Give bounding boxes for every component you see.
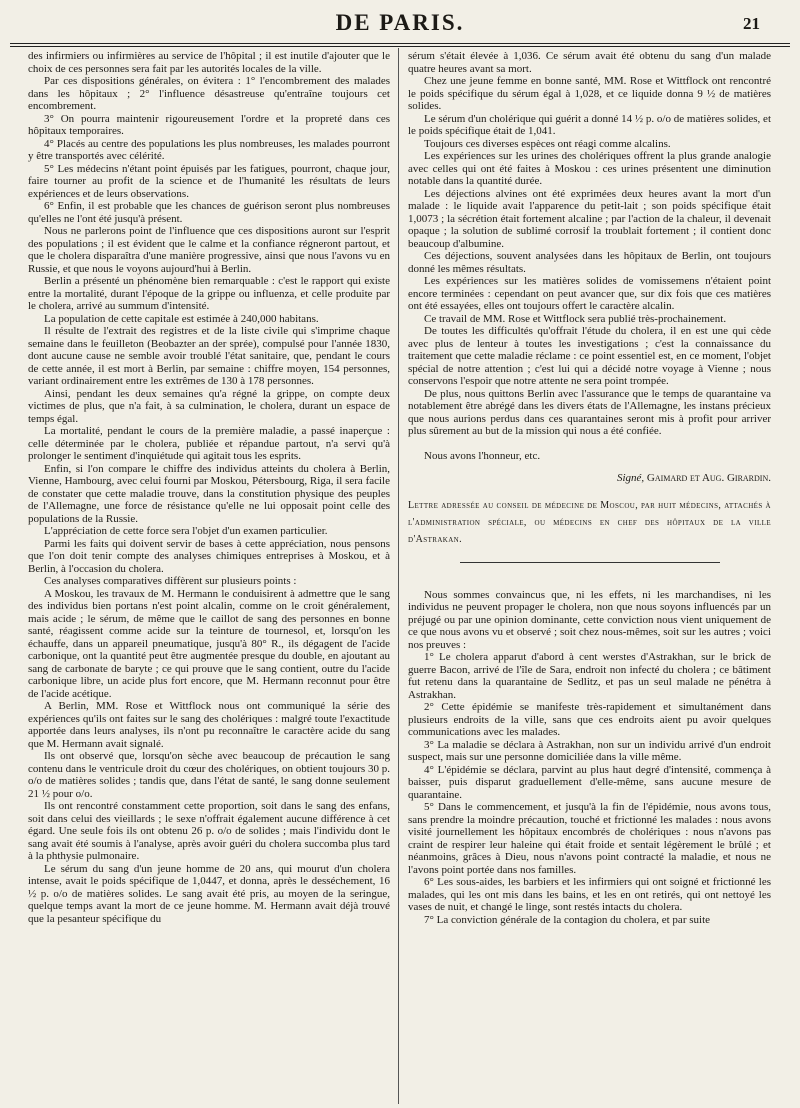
paragraph: 5° Les médecins n'étant point épuisés par les fatigues, pourront, chaque jour, faire tourner au profit de la science et de l'humanité les résultats de leurs expériences et de leurs observations.	[28, 162, 390, 200]
paragraph: Parmi les faits qui doivent servir de bases à cette appréciation, nous pensons que l'on doit tenir compte des analyses chimiques entreprises à Moskou, et à Berlin, à l'occasion du cholera.	[28, 537, 390, 575]
header-rule	[10, 43, 790, 47]
paragraph: Ces analyses comparatives diffèrent sur plusieurs points :	[44, 575, 297, 587]
paragraph: 3° La maladie se déclara à Astrakhan, non sur un individu arrivé d'un endroit suspect, mais sur une personne domiciliée dans la ville même.	[408, 738, 771, 763]
section-rule	[460, 562, 720, 563]
paragraph: Ainsi, pendant les deux semaines qu'a régné la grippe, on compte deux victimes de plus, que n'a fait, à sa culmination, le cholera, durant un espace de temps égal.	[28, 387, 390, 425]
paragraph: Toujours ces diverses espèces ont réagi comme alcalins.	[424, 137, 671, 150]
paragraph: Enfin, si l'on compare le chiffre des individus atteints du cholera à Berlin, Vienne, Hambourg, avec celui fourni par Moskou, Pétersbourg, Riga, il sera facile de constater que cette maladie trouve, dans la constitution physique des peuples de l'Allemagne, une force de résistance qu'elle ne lui opposait point celle des populations de la Russie.	[28, 462, 390, 525]
paragraph: sérum s'était élevée à 1,036. Ce sérum avait été obtenu du sang d'un malade quatre heures avant sa mort.	[408, 50, 771, 75]
paragraph: Le sérum d'un cholérique qui guérit a donné 14 ½ p. o/o de matières solides, et le poids spécifique était de 1,041.	[408, 112, 771, 137]
signatory-names: Gaimard et Aug. Girardin.	[646, 472, 771, 484]
paragraph: L'appréciation de cette force sera l'objet d'un examen particulier.	[44, 525, 328, 537]
running-title: DE PARIS.	[335, 10, 465, 35]
paragraph: 3° On pourra maintenir rigoureusement l'ordre et la propreté dans ces hôpitaux temporaires.	[28, 112, 390, 137]
paragraph: Chez une jeune femme en bonne santé, MM. Rose et Wittflock ont rencontré le poids spécifique du sérum égal à 1,028, et ce liquide donna 9 ½ de matières solides.	[408, 75, 771, 112]
paragraph: Nous ne parlerons point de l'influence que ces dispositions auront sur l'esprit des populations ; il est évident que le calme et la confiance régneront partout, et que le cholera disparaîtra d'une manière progressive, ainsi que nous l'avons vu en Russie, et que nous le voyons aujourd'hui à Berlin.	[28, 225, 390, 275]
closing-formula: Nous avons l'honneur, etc.	[424, 449, 541, 462]
page-number: 21	[743, 14, 760, 33]
paragraph: Ce travail de MM. Rose et Wittflock sera publié très-prochainement.	[424, 312, 727, 325]
paragraph: 6° Enfin, il est probable que les chances de guérison seront plus nombreuses qu'elles ne l'ont été jusqu'à présent.	[28, 200, 390, 225]
paragraph: Les expériences sur les urines des cholériques offrent la plus grande analogie avec celles qui ont été faites à Moskou : ces urines présentent une diminution notable dans la quantité durée.	[408, 150, 771, 187]
paragraph: A Moskou, les travaux de M. Hermann le conduisirent à admettre que le sang des individus bien portans n'est point alcalin, comme on le croit généralement, mais acide ; le sérum, de même que le caillot de sang des personnes en bonne santé, réagissent comme acide sur la teinture de tournesol, et, lorsqu'on les échauffe, dans un appareil pneumatique, jusqu'à 80° R., ils dégagent de l'acide carbonique, ont la quantité peut être augmentée presque du double, en ajoutant au sang de carbonate de baryte ; ce qui prouve que le sang contient, outre du l'acide carbonique libre, un acide plus fort encore, que M. Hermann reconnut pour être de l'acide acétique.	[28, 587, 390, 700]
paragraph: Les expériences sur les matières solides de vomissemens n'étaient point encore terminées : cependant on peut avancer que, sur dix fois que ces matières ont été essayées, elles ont toujours offert le caractère alcalin.	[408, 275, 771, 312]
paragraph: 4° Placés au centre des populations les plus nombreuses, les malades pourront y être transportés avec célérité.	[28, 137, 390, 162]
signed-label: Signé,	[616, 472, 645, 484]
paragraph: 5° Dans le commencement, et jusqu'à la fin de l'épidémie, nous avons tous, sans prendre la moindre précaution, touché et frictionné les malades : nous avons visité journellement les hôpitaux encombrés de cholériques : nous n'avons pas craint de respirer leur haleine qui était froide et sentait légèrement le brûlé ; et néanmoins, grâces à Dieu, nous n'avons point contracté la maladie, et nous ne l'avons point portée dans nos familles.	[408, 801, 771, 876]
paragraph: La population de cette capitale est estimée à 240,000 habitans.	[44, 312, 319, 325]
column-divider	[398, 48, 399, 1104]
paragraph: De plus, nous quittons Berlin avec l'assurance que le temps de quarantaine va notablement être abrégé dans les divers états de l'Allemagne, les instans précieux que nous aurions perdus dans ces quarantaines seront mis à profit pour arriver plus sûrement au but de la mission qui nous a été confiée.	[408, 387, 771, 437]
page-header	[0, 0, 800, 44]
paragraph: Berlin a présenté un phénomène bien remarquable : c'est le rapport qui existe entre la mortalité, durant l'époque de la grippe ou influenza, et celle produite par le cholera, arrivé au summum d'intensité.	[28, 275, 390, 312]
paragraph: 2° Cette épidémie se manifeste très-rapidement et simultanément dans plusieurs endroits de la ville, sans que ces endroits aient pu avoir quelques communications avec les malades.	[408, 701, 771, 738]
signature	[408, 472, 771, 485]
paragraph: 7° La conviction générale de la contagion du cholera, et par suite	[424, 913, 711, 926]
letter-heading: Lettre adressée au conseil de médecine de Moscou, par huit médecins, attachés à l'administration spéciale, ou médecins en chef des hôpitaux de la ville d'Astrakan.	[408, 499, 771, 545]
paragraph: A Berlin, MM. Rose et Wittflock nous ont communiqué la série des expériences qu'ils ont faites sur le sang des cholériques : malgré toute l'exactitude apportée dans leurs analyses, ils n'ont pu reconnaître le caractère acide du sang que M. Hermann avait signalé.	[28, 700, 390, 750]
paragraph: 6° Les sous-aides, les barbiers et les infirmiers qui ont soigné et frictionné les malades, qui les ont mis dans les bains, et les en ont retirés, qui ont nettoyé les vases de nuit, et changé le linge, sont restés intacts du cholera.	[408, 876, 771, 913]
paragraph: Nous sommes convaincus que, ni les effets, ni les marchandises, ni les individus ne peuvent propager le cholera, non que nous soyons influencés par un préjugé ou par une opinion dominante, cette conviction nous vient uniquement de ce que nous avons vu et observé ; soit chez nous-mêmes, soit sur les autres ; voici nos preuves :	[408, 588, 771, 651]
paragraph: 1° Le cholera apparut d'abord à cent werstes d'Astrakhan, sur le brick de guerre Bacon, arrivé de l'île de Sara, endroit non infecté du cholera ; ce bâtiment fut retenu dans la quarantaine de Sedlitz, et pas un seul malade ne pénétra à Astrakhan.	[408, 651, 771, 701]
paragraph: Ils ont observé que, lorsqu'on sèche avec beaucoup de précaution le sang contenu dans le ventricule droit du cœur des cholériques, on obtient toujours 30 p. o/o de matières solides ; tandis que, dans l'état de santé, le sang donne seulement 21 ½ pour o/o.	[28, 750, 390, 800]
paragraph: Ils ont rencontré constamment cette proportion, soit dans le sang des enfans, soit dans celui des vieillards ; le sexe n'offrait également aucune différence à cet égard. Une seule fois ils ont obtenu 26 p. o/o de solides ; mais l'individu dont le sang avait été soumis à l'analyse, après avoir guéri du cholera succomba plus tard à la phthysie pulmonaire.	[28, 800, 390, 862]
paragraph: Les déjections alvines ont été exprimées deux heures avant la mort d'un malade : le liquide avait l'apparence du petit-lait ; son poids spécifique était 1,0073 ; la sécrétion était fortement alcaline ; par l'action de la chaleur, il devenait opaque ; la solution de sublimé corrosif la troublait fortement ; il contient donc beaucoup d'albumine.	[408, 187, 771, 250]
left-column	[28, 50, 390, 1102]
paragraph: des infirmiers ou infirmières au service de l'hôpital ; il est inutile d'ajouter que le choix de ces personnes sera fait par les autorités locales de la ville.	[28, 50, 390, 75]
paragraph: La mortalité, pendant le cours de la première maladie, a passé inaperçue : celle déterminée par le cholera, publiée et répandue partout, n'a servi qu'à prolonger le sentiment d'inquiétude qui agitait tous les esprits.	[28, 425, 390, 462]
paragraph: Le sérum du sang d'un jeune homme de 20 ans, qui mourut d'un cholera intense, avait le poids spécifique de 1,0447, et donna, après le desséchement, 16 ½ p. o/o de matières solides. Le sang avait été pris, au moyen de la seringue, quelque temps avant la mort de ce jeune homme. M. Hermann avait déjà trouvé que la pesanteur spécifique du	[28, 862, 390, 925]
paragraph: 4° L'épidémie se déclara, parvint au plus haut degré d'intensité, commença à baisser, puis disparut graduellement d'elle-même, sans aucune mesure de quarantaine.	[408, 763, 771, 801]
right-column	[408, 50, 771, 1102]
paragraph: Par ces dispositions générales, on évitera : 1° l'encombrement des malades dans les hôpitaux ; 2° l'influence désastreuse qu'entraîne toujours cet encombrement.	[28, 75, 390, 112]
paragraph: De toutes les difficultés qu'offrait l'étude du cholera, il en est une qui cède avec plus de lenteur à toutes les investigations ; c'est la connaissance du traitement que cette maladie réclame : ce point essentiel est, en ce moment, l'objet spécial de notre attention ; c'est lui qui a décidé notre voyage à Vienne ; nous conservons l'espoir que notre attente ne sera point trompée.	[408, 325, 771, 387]
paragraph: Il résulte de l'extrait des registres et de la liste civile qui s'imprime chaque semaine dans le feuilleton (Beobazter an der sprée), compulsé pour l'année 1830, dont aucune cause ne semble avoir troublé l'état sanitaire, que, pendant le cours de cette année, il est mort à Berlin, par semaine : chiffre moyen, 154 personnes, variant ordinairement entre les extrêmes de 130 à 178 personnes.	[28, 325, 390, 387]
paragraph: Ces déjections, souvent analysées dans les hôpitaux de Berlin, ont toujours donné les mêmes résultats.	[408, 250, 771, 275]
